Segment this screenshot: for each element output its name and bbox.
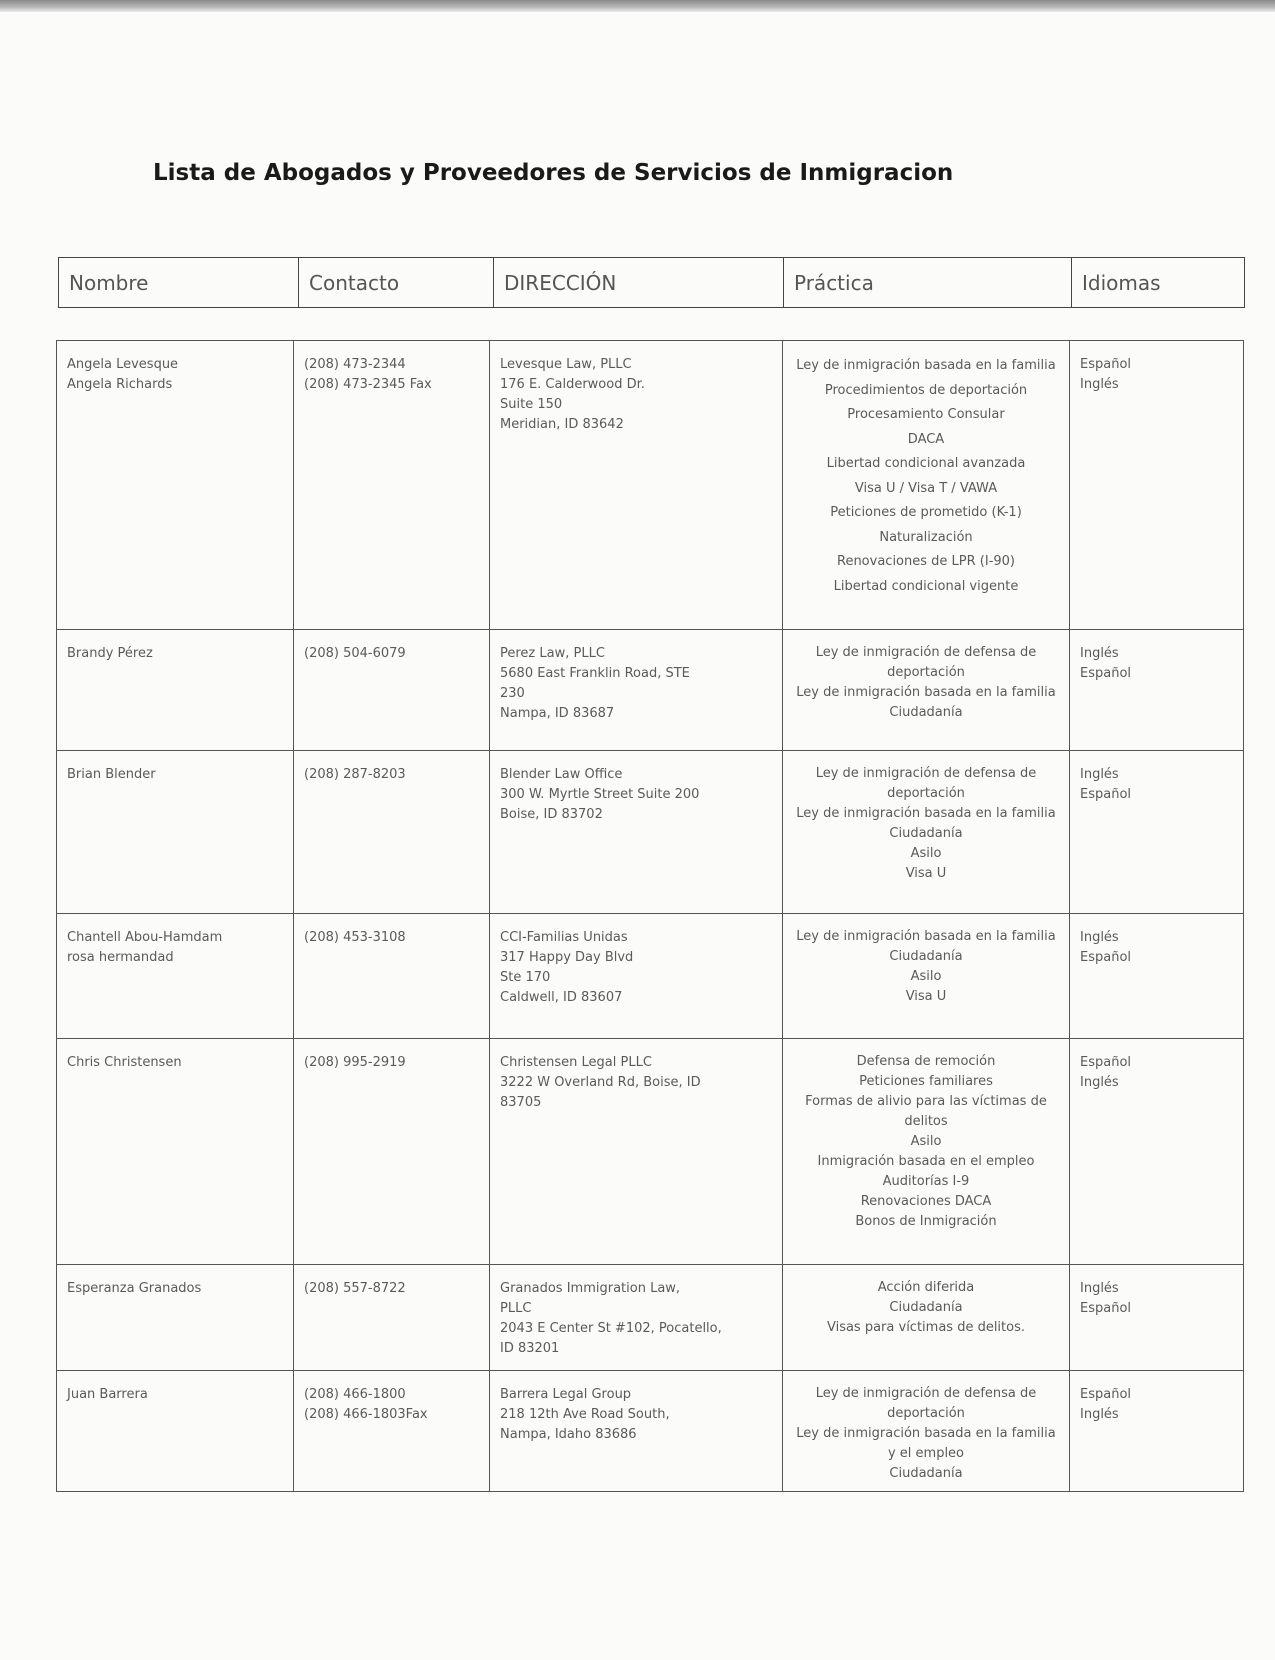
scan-edge bbox=[0, 0, 1275, 12]
nombre-line: Chris Christensen bbox=[67, 1055, 182, 1070]
cell-idiomas bbox=[1070, 1265, 1244, 1371]
cell-contacto bbox=[294, 751, 490, 914]
cell-idiomas bbox=[1070, 914, 1244, 1039]
practica-line: Ciudadanía bbox=[889, 705, 963, 720]
practica-line: Inmigración basada en el empleo bbox=[817, 1154, 1035, 1169]
header-row bbox=[59, 258, 1245, 308]
direccion-line: Meridian, ID 83642 bbox=[500, 417, 624, 432]
direccion-line: Perez Law, PLLC bbox=[500, 646, 605, 661]
direccion-line: 176 E. Calderwood Dr. bbox=[500, 377, 645, 392]
cell-nombre bbox=[57, 341, 294, 630]
practica-line: Ley de inmigración basada en la familia bbox=[796, 358, 1056, 373]
nombre-line: Esperanza Granados bbox=[67, 1281, 202, 1296]
idiomas-line: Español bbox=[1080, 1301, 1132, 1316]
practica-line: Visa U bbox=[905, 989, 947, 1004]
practica-line: Ley de inmigración basada en la familia bbox=[796, 806, 1056, 821]
practica-line: Asilo bbox=[910, 969, 942, 984]
cell-idiomas bbox=[1070, 1371, 1244, 1492]
direccion-line: 218 12th Ave Road South, bbox=[500, 1407, 670, 1422]
practica-line: Visas para víctimas de delitos. bbox=[826, 1320, 1026, 1335]
contacto-line: (208) 473-2345 Fax bbox=[304, 377, 432, 392]
cell-nombre bbox=[57, 1371, 294, 1492]
idiomas-line: Inglés bbox=[1080, 767, 1119, 782]
direccion-line: 83705 bbox=[500, 1095, 542, 1110]
direccion-line: Christensen Legal PLLC bbox=[500, 1055, 652, 1070]
direccion-line: Caldwell, ID 83607 bbox=[500, 990, 623, 1005]
practica-line: Ciudadanía bbox=[889, 826, 963, 841]
practica-line: Ley de inmigración basada en la familia y el empleo bbox=[796, 1426, 1056, 1461]
direccion-line: 300 W. Myrtle Street Suite 200 bbox=[500, 787, 700, 802]
practica-line: Libertad condicional avanzada bbox=[826, 456, 1026, 471]
cell-contacto bbox=[294, 1371, 490, 1492]
cell-idiomas bbox=[1070, 1039, 1244, 1265]
cell-practica bbox=[783, 1265, 1070, 1371]
direccion-line: Boise, ID 83702 bbox=[500, 807, 603, 822]
idiomas-line: Español bbox=[1080, 1055, 1132, 1070]
direccion-line: Granados Immigration Law, bbox=[500, 1281, 681, 1296]
header-practica: Práctica bbox=[784, 258, 1072, 308]
idiomas-line: Español bbox=[1080, 666, 1132, 681]
cell-direccion bbox=[490, 1265, 783, 1371]
idiomas-line: Inglés bbox=[1080, 1407, 1119, 1422]
cell-nombre bbox=[57, 1039, 294, 1265]
practica-line: Ley de inmigración basada en la familia bbox=[796, 685, 1056, 700]
cell-direccion bbox=[490, 630, 783, 751]
practica-line: Asilo bbox=[910, 846, 942, 861]
cell-practica bbox=[783, 1371, 1070, 1492]
cell-practica bbox=[783, 751, 1070, 914]
idiomas-line: Español bbox=[1080, 950, 1132, 965]
cell-contacto bbox=[294, 341, 490, 630]
practica-line: Ciudadanía bbox=[889, 1300, 963, 1315]
practica-line: Ley de inmigración de defensa de deportación bbox=[815, 645, 1037, 680]
direccion-line: Nampa, Idaho 83686 bbox=[500, 1427, 637, 1442]
cell-practica bbox=[783, 630, 1070, 751]
table-row bbox=[57, 751, 1244, 914]
contacto-line: (208) 504-6079 bbox=[304, 646, 406, 661]
contacto-line: (208) 557-8722 bbox=[304, 1281, 406, 1296]
practica-line: Acción diferida bbox=[877, 1280, 975, 1295]
cell-contacto bbox=[294, 630, 490, 751]
direccion-line: Blender Law Office bbox=[500, 767, 623, 782]
table-row bbox=[57, 914, 1244, 1039]
idiomas-line: Inglés bbox=[1080, 1281, 1119, 1296]
direccion-line: 230 bbox=[500, 686, 525, 701]
idiomas-line: Español bbox=[1080, 357, 1132, 372]
practica-line: Ley de inmigración basada en la familia bbox=[796, 929, 1056, 944]
provider-table bbox=[56, 340, 1244, 1492]
cell-practica bbox=[783, 341, 1070, 630]
practica-line: Peticiones familiares bbox=[859, 1074, 993, 1089]
contacto-line: (208) 466-1803Fax bbox=[304, 1407, 428, 1422]
provider-rows bbox=[57, 341, 1244, 1492]
practica-line: Renovaciones DACA bbox=[860, 1194, 992, 1209]
cell-nombre bbox=[57, 751, 294, 914]
cell-nombre bbox=[57, 630, 294, 751]
practica-line: Asilo bbox=[910, 1134, 942, 1149]
direccion-line: ID 83201 bbox=[500, 1341, 560, 1356]
contacto-line: (208) 995-2919 bbox=[304, 1055, 406, 1070]
direccion-line: Nampa, ID 83687 bbox=[500, 706, 615, 721]
cell-direccion bbox=[490, 914, 783, 1039]
direccion-line: Barrera Legal Group bbox=[500, 1387, 632, 1402]
practica-line: Ley de inmigración de defensa de deportación bbox=[815, 766, 1037, 801]
cell-direccion bbox=[490, 1039, 783, 1265]
practica-line: Formas de alivio para las víctimas de delitos bbox=[805, 1094, 1047, 1129]
practica-line: Renovaciones de LPR (I-90) bbox=[837, 554, 1015, 569]
practica-line: Bonos de Inmigración bbox=[855, 1214, 997, 1229]
header-contacto: Contacto bbox=[299, 258, 494, 308]
direccion-line: PLLC bbox=[500, 1301, 532, 1316]
nombre-line: Juan Barrera bbox=[67, 1387, 148, 1402]
page-title: Lista de Abogados y Proveedores de Servicios de Inmigracion bbox=[153, 160, 954, 186]
contacto-line: (208) 453-3108 bbox=[304, 930, 406, 945]
practica-line: Naturalización bbox=[879, 529, 973, 545]
direccion-line: Suite 150 bbox=[500, 397, 563, 412]
practica-line: Ciudadanía bbox=[889, 949, 963, 964]
practica-line: Procesamiento Consular bbox=[847, 407, 1005, 422]
practica-line: Visa U / Visa T / VAWA bbox=[854, 480, 998, 496]
practica-line: Procedimientos de deportación bbox=[824, 382, 1028, 398]
nombre-line: rosa hermandad bbox=[67, 950, 174, 965]
cell-practica bbox=[783, 914, 1070, 1039]
table-row bbox=[57, 630, 1244, 751]
practica-line: Libertad condicional vigente bbox=[833, 578, 1019, 594]
nombre-line: Angela Richards bbox=[67, 377, 173, 392]
practica-line: DACA bbox=[907, 431, 945, 447]
cell-direccion bbox=[490, 1371, 783, 1492]
idiomas-line: Inglés bbox=[1080, 930, 1119, 945]
table-row bbox=[57, 1371, 1244, 1492]
direccion-line: 3222 W Overland Rd, Boise, ID bbox=[500, 1075, 701, 1090]
direccion-line: Ste 170 bbox=[500, 970, 551, 985]
cell-idiomas bbox=[1070, 341, 1244, 630]
contacto-line: (208) 473-2344 bbox=[304, 357, 406, 372]
idiomas-line: Español bbox=[1080, 787, 1132, 802]
header-table bbox=[58, 257, 1245, 308]
practica-line: Ley de inmigración de defensa de deportación bbox=[815, 1386, 1037, 1421]
practica-line: Peticiones de prometido (K-1) bbox=[830, 505, 1022, 520]
header-idiomas: Idiomas bbox=[1072, 258, 1245, 308]
contacto-line: (208) 287-8203 bbox=[304, 767, 406, 782]
cell-idiomas bbox=[1070, 751, 1244, 914]
table-row bbox=[57, 1039, 1244, 1265]
practica-line: Auditorías I-9 bbox=[882, 1174, 970, 1189]
direccion-line: CCI-Familias Unidas bbox=[500, 930, 628, 945]
header-direccion: DIRECCIÓN bbox=[494, 258, 784, 308]
nombre-line: Brandy Pérez bbox=[67, 646, 153, 661]
practica-line: Defensa de remoción bbox=[856, 1054, 996, 1069]
idiomas-line: Inglés bbox=[1080, 646, 1119, 661]
cell-nombre bbox=[57, 914, 294, 1039]
direccion-line: 317 Happy Day Blvd bbox=[500, 950, 634, 965]
idiomas-line: Español bbox=[1080, 1387, 1132, 1402]
direccion-line: 5680 East Franklin Road, STE bbox=[500, 666, 690, 681]
cell-nombre bbox=[57, 1265, 294, 1371]
practica-line: Visa U bbox=[905, 866, 947, 881]
nombre-line: Angela Levesque bbox=[67, 357, 179, 372]
cell-practica bbox=[783, 1039, 1070, 1265]
nombre-line: Brian Blender bbox=[67, 767, 156, 782]
header-nombre: Nombre bbox=[59, 258, 299, 308]
cell-direccion bbox=[490, 341, 783, 630]
cell-contacto bbox=[294, 914, 490, 1039]
table-row bbox=[57, 341, 1244, 630]
direccion-line: 2043 E Center St #102, Pocatello, bbox=[500, 1321, 722, 1336]
practica-line: Ciudadanía bbox=[889, 1466, 963, 1481]
nombre-line: Chantell Abou-Hamdam bbox=[67, 930, 223, 945]
idiomas-line: Inglés bbox=[1080, 377, 1119, 392]
table-row bbox=[57, 1265, 1244, 1371]
cell-direccion bbox=[490, 751, 783, 914]
contacto-line: (208) 466-1800 bbox=[304, 1387, 406, 1402]
cell-contacto bbox=[294, 1039, 490, 1265]
cell-idiomas bbox=[1070, 630, 1244, 751]
cell-contacto bbox=[294, 1265, 490, 1371]
idiomas-line: Inglés bbox=[1080, 1075, 1119, 1090]
direccion-line: Levesque Law, PLLC bbox=[500, 357, 632, 372]
